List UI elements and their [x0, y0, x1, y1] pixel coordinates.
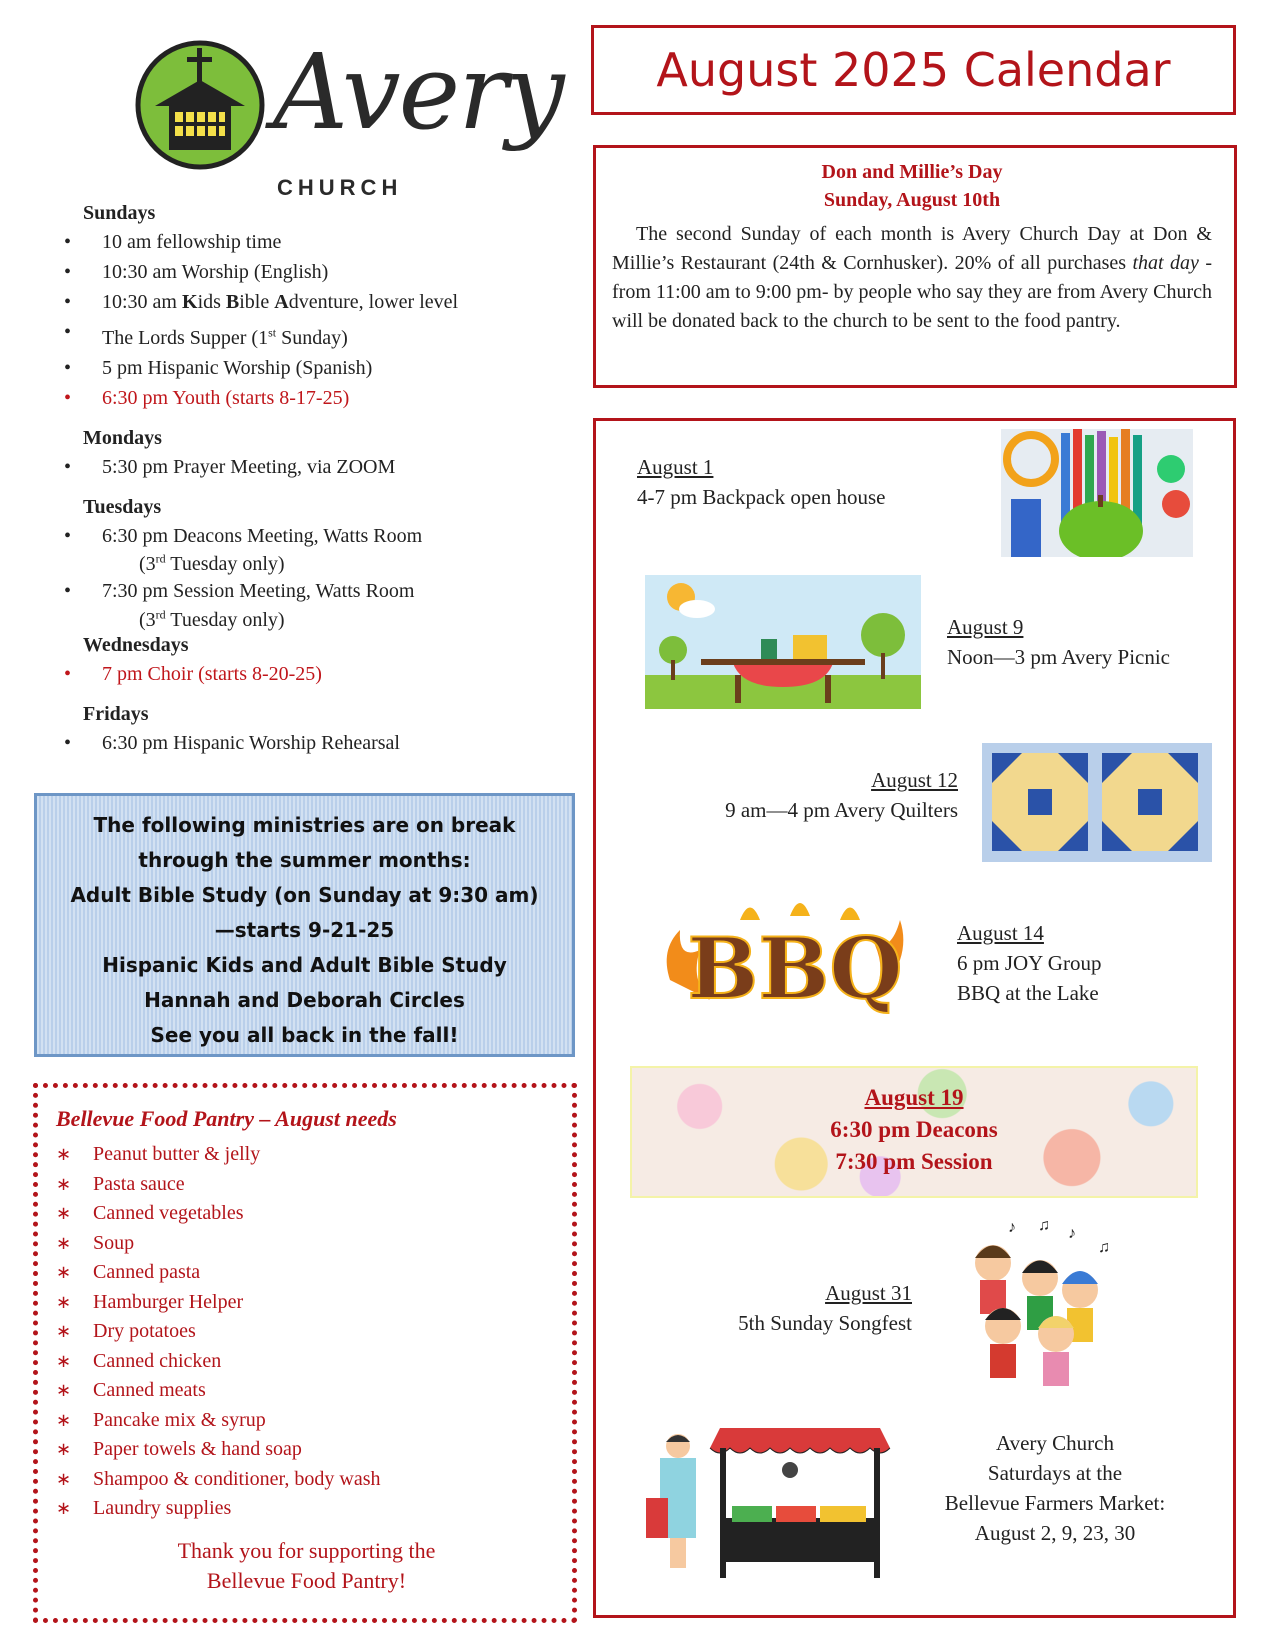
- logo-wordmark: Avery: [273, 31, 563, 153]
- ministries-break-box: [34, 793, 575, 1057]
- day-heading: Wednesdays: [83, 633, 189, 656]
- event-line: 6:30 pm Deacons: [830, 1117, 998, 1142]
- day-heading: Mondays: [83, 426, 162, 449]
- event-date: August 1: [637, 455, 714, 479]
- tuesdays-group: [55, 496, 535, 632]
- church-building-icon: [135, 40, 265, 170]
- ministries-line: —starts 9-21-25: [214, 918, 395, 942]
- pantry-list: [56, 1140, 557, 1524]
- don-title: Don and Millie’s Day: [821, 161, 1003, 183]
- singing-kids-icon: [948, 1218, 1120, 1398]
- svg-text:♪: ♪: [1008, 1219, 1016, 1236]
- list-item: ∗ Shampoo & conditioner, body wash: [56, 1465, 557, 1495]
- fridays-group: [55, 703, 535, 758]
- quilt-image: [982, 743, 1212, 862]
- day-heading: Sundays: [83, 202, 156, 224]
- quilt-block-icon: [982, 743, 1212, 862]
- list-item: ∗ Soup: [56, 1229, 557, 1259]
- event-desc: Noon—3 pm Avery Picnic: [947, 645, 1171, 669]
- event-date: August 31: [825, 1281, 912, 1305]
- event-desc: 5th Sunday Songfest: [738, 1311, 912, 1335]
- list-item: • 7 pm Choir (starts 8-20-25): [55, 659, 535, 689]
- list-item: • 7:30 pm Session Meeting, Watts Room: [55, 576, 535, 606]
- event-desc: 4-7 pm Backpack open house: [637, 485, 886, 509]
- list-item: ∗ Canned pasta: [56, 1258, 557, 1288]
- event-desc: BBQ at the Lake: [957, 981, 1099, 1005]
- day-heading: Tuesdays: [83, 495, 162, 518]
- tuesday-note: (3rd Tuesday only): [139, 607, 285, 631]
- event-line: 7:30 pm Session: [835, 1149, 993, 1174]
- ministries-line: Hispanic Kids and Adult Bible Study: [102, 953, 507, 977]
- list-item: ∗ Pancake mix & syrup: [56, 1406, 557, 1436]
- thanks-line: Bellevue Food Pantry!: [206, 1567, 407, 1593]
- list-item: ∗ Paper towels & hand soap: [56, 1435, 557, 1465]
- bbq-image: [660, 890, 930, 1030]
- tuesday-note: (3rd Tuesday only): [139, 551, 285, 576]
- list-item-note: [55, 602, 535, 632]
- list-item: ∗ Pasta sauce: [56, 1170, 557, 1200]
- list-item: • 6:30 pm Hispanic Worship Rehearsal: [55, 728, 535, 758]
- don-body: The second Sunday of each month is Avery Church Day at Don & Millie’s Restaurant (24th & Cornhusker). 20% of all purchases that day -from 11:00 am to 9:00 pm- by people who say they are from Avery Church will be donated back to the church to be sent to the food pantry.: [612, 223, 1212, 332]
- event-aug-9: [947, 612, 1170, 672]
- bbq-flames-icon: [660, 890, 930, 1030]
- ministries-line: through the summer months:: [138, 848, 471, 872]
- list-item: • 6:30 pm Youth (starts 8-17-25): [55, 383, 535, 413]
- event-date: August 14: [957, 921, 1044, 945]
- list-item: [55, 287, 535, 317]
- list-item: • 10:30 am Worship (English): [55, 257, 535, 287]
- pencils-icon: [1001, 429, 1193, 557]
- list-item: [55, 317, 535, 353]
- pantry-thanks: [56, 1536, 557, 1596]
- event-date: August 12: [871, 768, 958, 792]
- food-pantry-box: [33, 1083, 577, 1623]
- event-aug-1: [637, 452, 885, 512]
- event-aug-31: [630, 1278, 912, 1338]
- list-item: ∗ Canned chicken: [56, 1347, 557, 1377]
- ministries-line: The following ministries are on break: [93, 813, 516, 837]
- market-line: August 2, 9, 23, 30: [974, 1521, 1136, 1545]
- school-supplies-image: [1001, 429, 1193, 557]
- event-date: August 9: [947, 615, 1024, 639]
- farmers-market-image: [640, 1398, 900, 1588]
- don-date: Sunday, August 10th: [823, 189, 1001, 211]
- weekly-schedule: [55, 200, 535, 772]
- list-item: ∗ Laundry supplies: [56, 1494, 557, 1524]
- list-item: ∗ Peanut butter & jelly: [56, 1140, 557, 1170]
- thanks-line: Thank you for supporting the: [177, 1537, 436, 1563]
- event-aug-19: [630, 1066, 1198, 1198]
- svg-text:♫: ♫: [1038, 1218, 1050, 1234]
- sundays-group: [55, 202, 535, 413]
- picnic-image: [645, 575, 921, 709]
- bbq-text: BBQ: [687, 919, 903, 1018]
- ministries-line: Adult Bible Study (on Sunday at 9:30 am): [70, 883, 539, 907]
- picnic-table-icon: [645, 575, 921, 709]
- market-stand-icon: [640, 1398, 900, 1588]
- singing-kids-image: [948, 1218, 1120, 1398]
- church-logo: [135, 31, 563, 220]
- event-aug-14: [957, 918, 1101, 1008]
- event-desc: 6 pm JOY Group: [957, 951, 1102, 975]
- list-item: ∗ Dry potatoes: [56, 1317, 557, 1347]
- event-aug-12: [686, 765, 958, 825]
- lords-supper-text: The Lords Supper (1st Sunday): [102, 325, 348, 349]
- market-line: Avery Church: [996, 1431, 1114, 1455]
- wednesdays-group: [55, 634, 535, 689]
- page-title: August 2025 Calendar: [591, 25, 1236, 115]
- list-item: ∗ Hamburger Helper: [56, 1288, 557, 1318]
- ministries-line: Hannah and Deborah Circles: [144, 988, 465, 1012]
- list-item: • 10 am fellowship time: [55, 227, 535, 257]
- svg-text:♪: ♪: [1068, 1225, 1076, 1242]
- list-item: • 6:30 pm Deacons Meeting, Watts Room: [55, 521, 535, 551]
- ministries-line: See you all back in the fall!: [150, 1023, 459, 1047]
- kids-bible-adventure-text: 10:30 am Kids Bible Adventure, lower level: [102, 291, 459, 313]
- day-heading: Fridays: [83, 702, 149, 725]
- market-line: Saturdays at the: [987, 1461, 1123, 1485]
- list-item: • 5 pm Hispanic Worship (Spanish): [55, 353, 535, 383]
- list-item-note: [55, 547, 535, 577]
- list-item: ∗ Canned meats: [56, 1376, 557, 1406]
- event-farmers-market: [910, 1428, 1200, 1548]
- market-line: Bellevue Farmers Market:: [944, 1491, 1166, 1515]
- mondays-group: [55, 427, 535, 482]
- list-item: • 5:30 pm Prayer Meeting, via ZOOM: [55, 452, 535, 482]
- svg-text:♫: ♫: [1098, 1239, 1110, 1256]
- pantry-title: Bellevue Food Pantry – August needs: [56, 1106, 397, 1131]
- don-millie-box: [593, 145, 1237, 388]
- event-desc: 9 am—4 pm Avery Quilters: [725, 798, 958, 822]
- logo-subtitle: CHURCH: [277, 175, 403, 200]
- event-date: August 19: [864, 1085, 964, 1110]
- list-item: ∗ Canned vegetables: [56, 1199, 557, 1229]
